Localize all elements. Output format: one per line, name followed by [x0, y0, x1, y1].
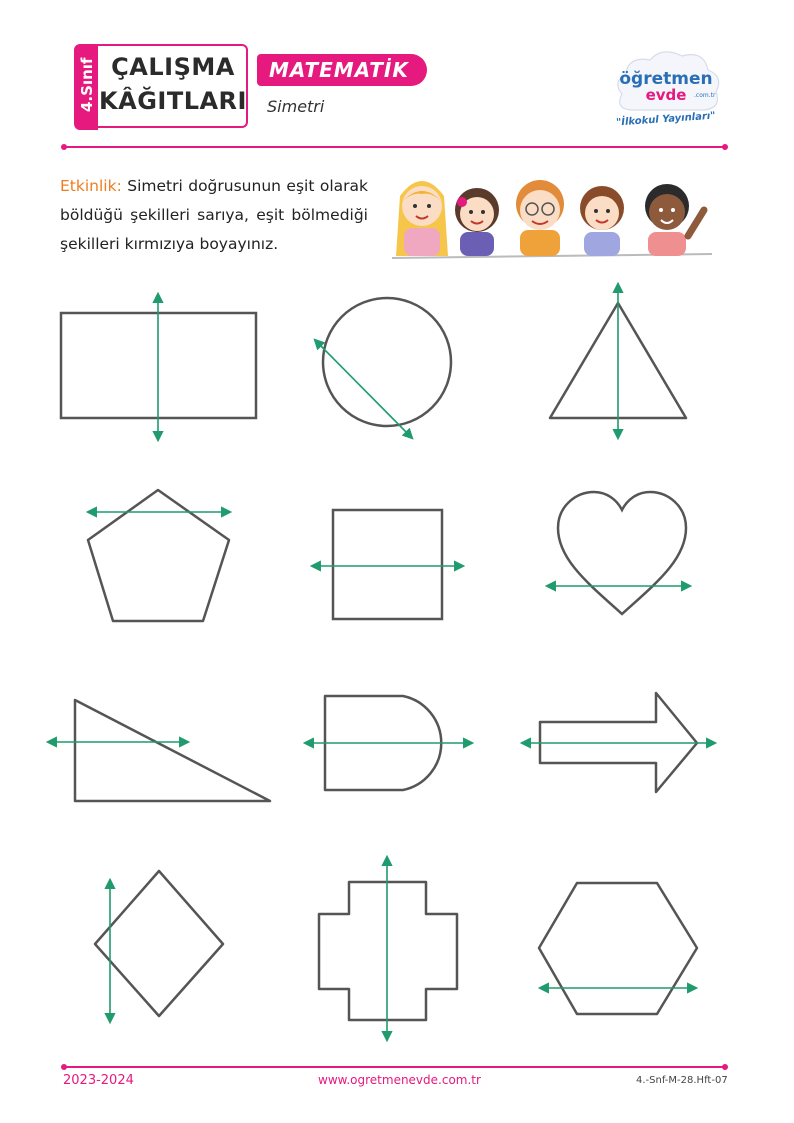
title-line-2: KÂĞITLARI: [99, 87, 247, 115]
shape-pentagon[interactable]: [88, 490, 230, 621]
logo-brand-bottom: evde: [645, 86, 687, 104]
logo-tagline: "İlkokul Yayınları": [615, 110, 716, 129]
logo-domain: .com.tr: [694, 92, 716, 99]
logo-brand-top: öğretmen: [619, 69, 713, 89]
topic-label: Simetri: [267, 97, 325, 116]
footer-dot-left: [61, 1064, 67, 1070]
subject-pill: MATEMATİK: [257, 54, 427, 86]
footer-divider: [63, 1066, 727, 1068]
shape-cross[interactable]: [319, 857, 457, 1040]
grade-label: 4.Sınıf: [78, 57, 96, 112]
footer-dot-right: [722, 1064, 728, 1070]
shape-d-shape[interactable]: [305, 696, 472, 790]
footer-code: 4.-Snf-M-28.Hft-07: [636, 1075, 728, 1086]
shape-triangle[interactable]: [550, 284, 686, 438]
footer-website[interactable]: www.ogretmenevde.com.tr: [318, 1073, 481, 1087]
shape-hexagon[interactable]: [539, 883, 697, 1014]
shape-circle[interactable]: [315, 298, 451, 438]
shape-square[interactable]: [312, 510, 463, 619]
activity-text: Simetri doğrusunun eşit olarak böldüğü şekilleri sarıya, eşit bölmediği şekilleri kırmızıya boyayınız.: [60, 177, 368, 253]
shape-heart[interactable]: [547, 492, 690, 614]
title-line-1: ÇALIŞMA: [111, 53, 235, 81]
footer-year: 2023-2024: [63, 1073, 134, 1088]
activity-label: Etkinlik:: [60, 177, 122, 195]
shape-rectangle[interactable]: [61, 294, 256, 440]
shape-rhombus[interactable]: [95, 871, 223, 1022]
shape-right-triangle[interactable]: [48, 700, 270, 801]
shape-arrow[interactable]: [522, 693, 715, 792]
